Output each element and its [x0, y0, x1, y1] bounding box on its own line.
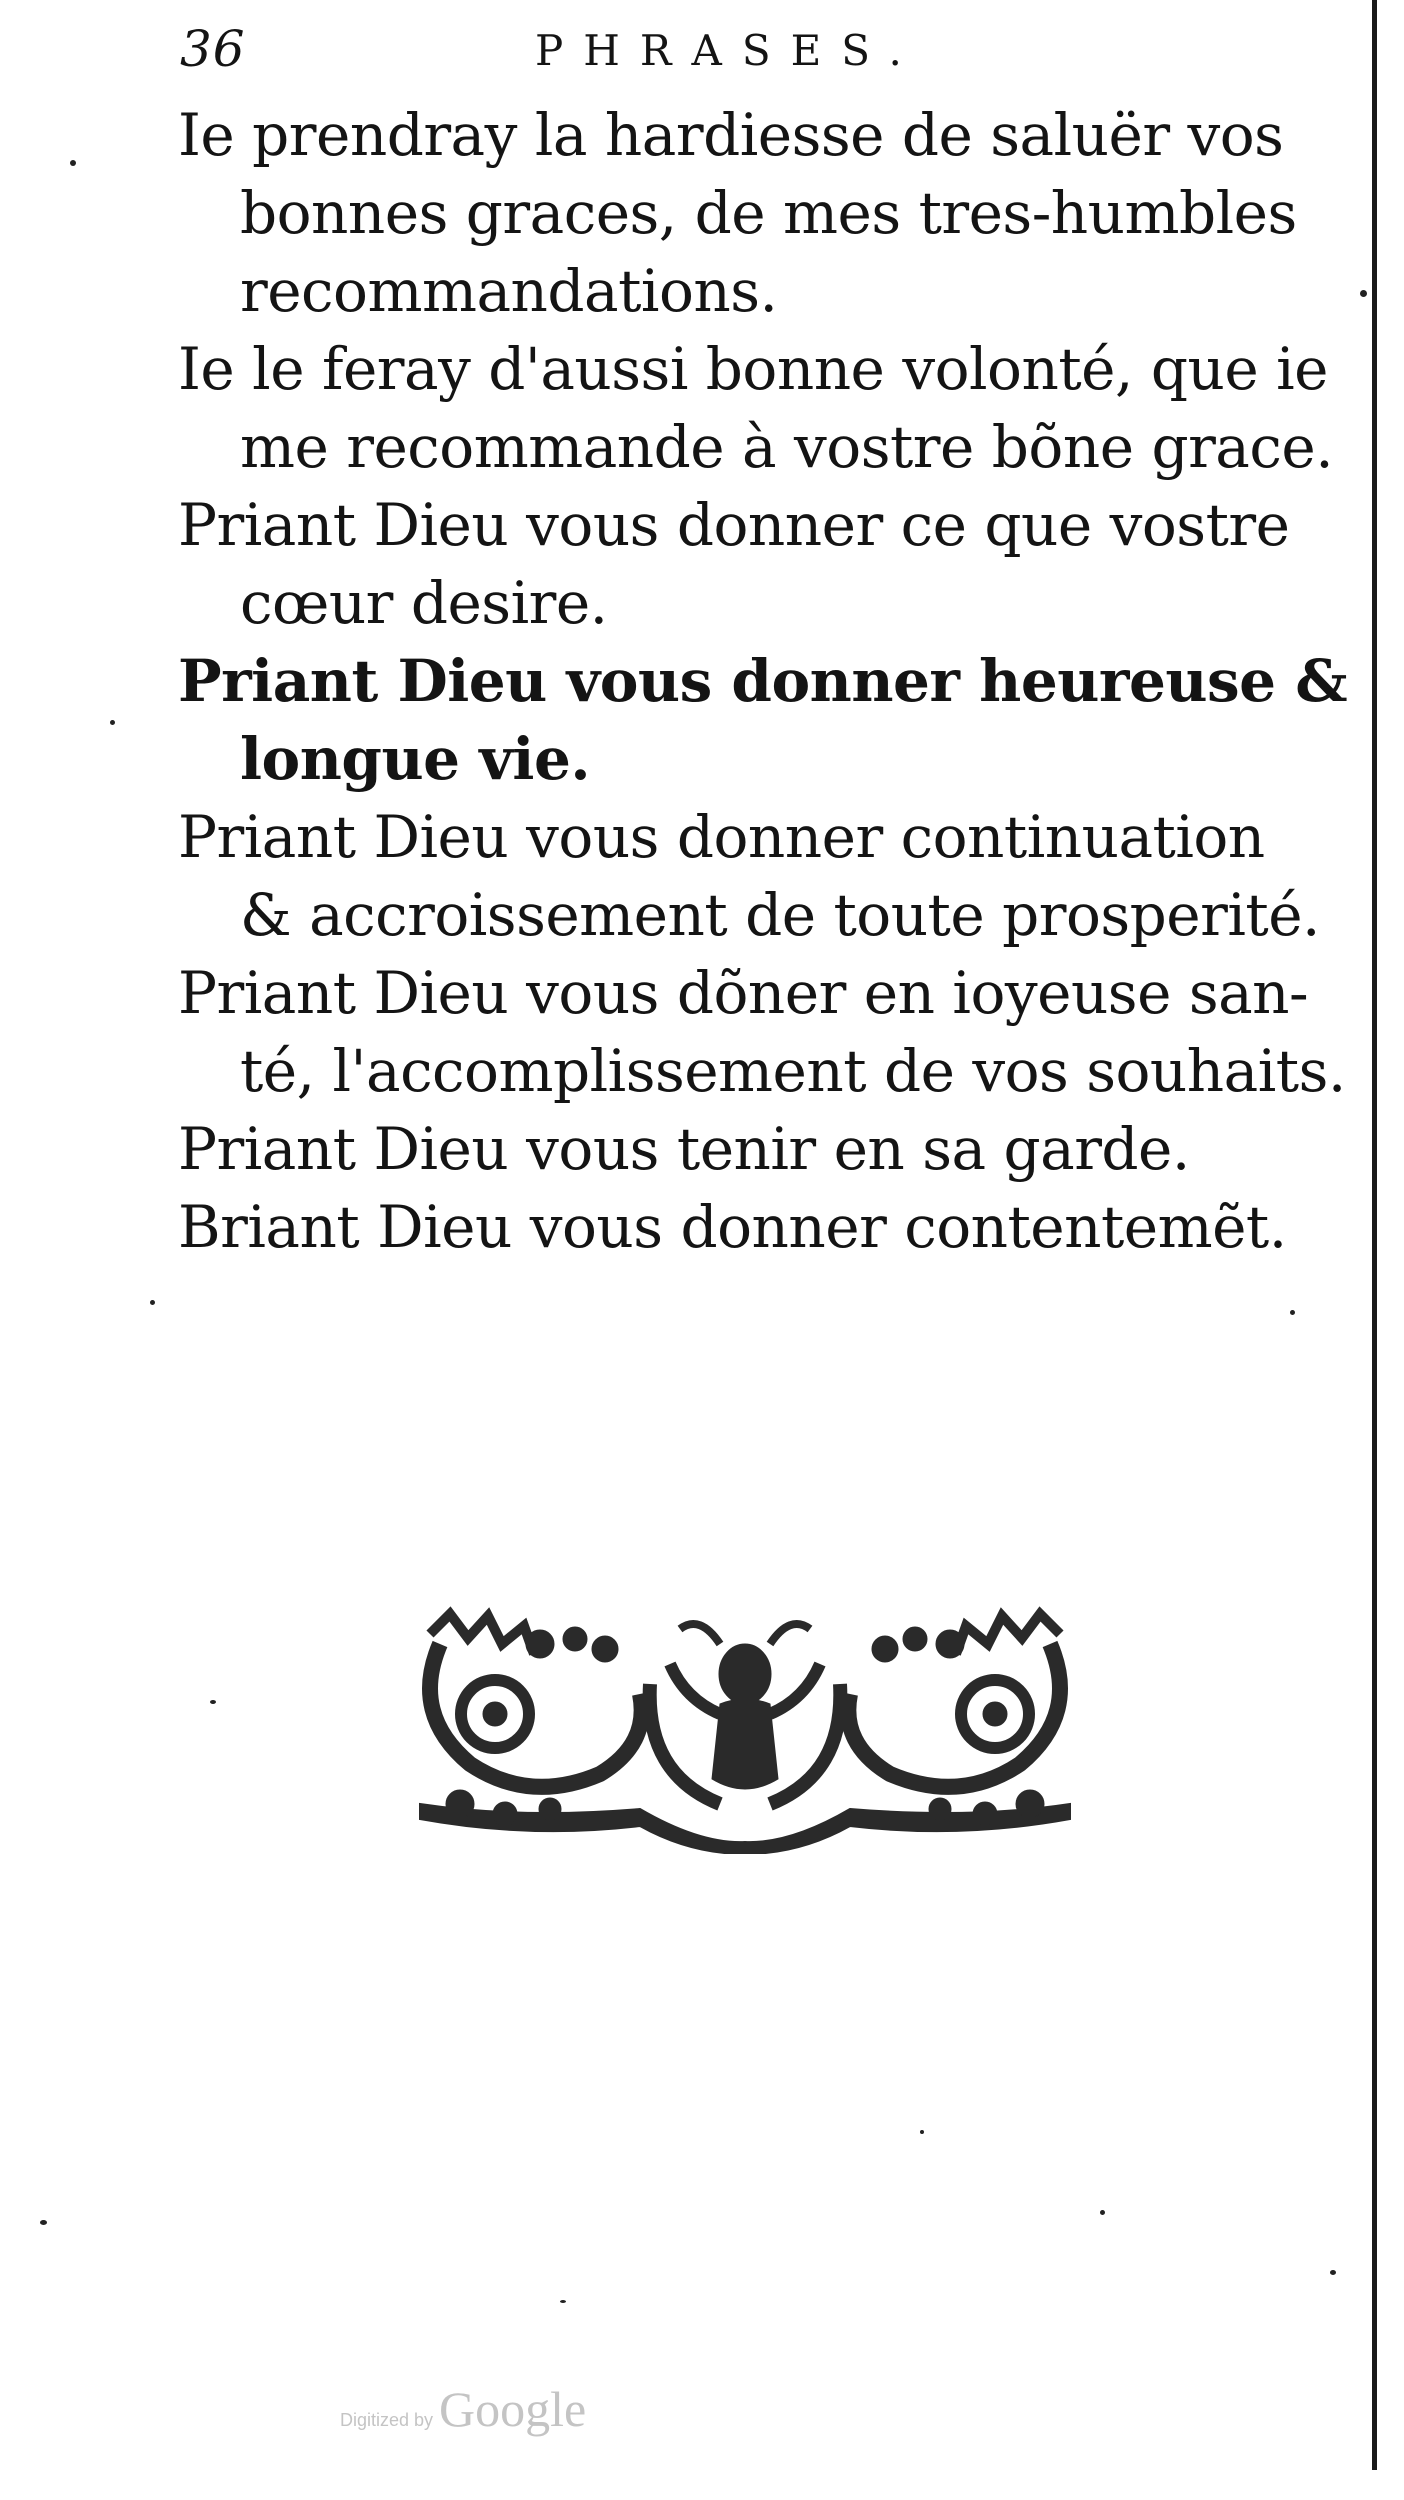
foliate-grotesque-ornament-icon [400, 1604, 1090, 1854]
phrase-continuation-line: cœur desire. [240, 569, 608, 637]
phrase-line: Priant Dieu vous donner ce que vostre [178, 491, 1290, 559]
phrase-entry [178, 96, 1338, 330]
phrase-continuation-line: me recommande à vostre bõne grace. [240, 413, 1334, 481]
phrase-continuation-line: longue vie. [240, 725, 591, 793]
phrase-entry [178, 642, 1348, 798]
phrase-entry [178, 954, 1346, 1110]
phrase-continuation-line: & accroissement de toute prosperité. [240, 881, 1320, 949]
digitized-prefix: Digitized by [340, 2410, 434, 2430]
phrase-line: Priant Dieu vous donner continuation [178, 803, 1265, 871]
phrase-list [178, 96, 1348, 1266]
phrase-entry [178, 486, 1338, 642]
phrase-line: Briant Dieu vous donner contentemẽt. [178, 1193, 1287, 1261]
google-logo-text: Google [439, 2381, 587, 2437]
phrase-line: Priant Dieu vous dõner en ioyeuse san- [178, 959, 1309, 1027]
phrase-entry [178, 1188, 1338, 1266]
phrase-entry [178, 1110, 1338, 1188]
phrase-line: Ie prendray la hardiesse de saluër vos [178, 101, 1284, 169]
page-header [180, 20, 960, 90]
digitized-watermark [340, 2380, 586, 2450]
phrase-line: Ie le feray d'aussi bonne volonté, que ie [178, 335, 1328, 403]
running-head: PHRASES. [535, 26, 922, 75]
phrase-continuation-line: recommandations. [240, 257, 778, 325]
phrase-line: Priant Dieu vous donner heureuse & [178, 647, 1348, 715]
phrase-continuation-line: bonnes graces, de mes tres-humbles [240, 179, 1297, 247]
page-edge-rule [1372, 0, 1377, 2470]
page-number: 36 [180, 20, 246, 78]
phrase-continuation-line: té, l'accomplissement de vos souhaits. [240, 1037, 1346, 1105]
phrase-line: Priant Dieu vous tenir en sa garde. [178, 1115, 1190, 1183]
phrase-entry [178, 798, 1338, 954]
phrase-entry [178, 330, 1338, 486]
